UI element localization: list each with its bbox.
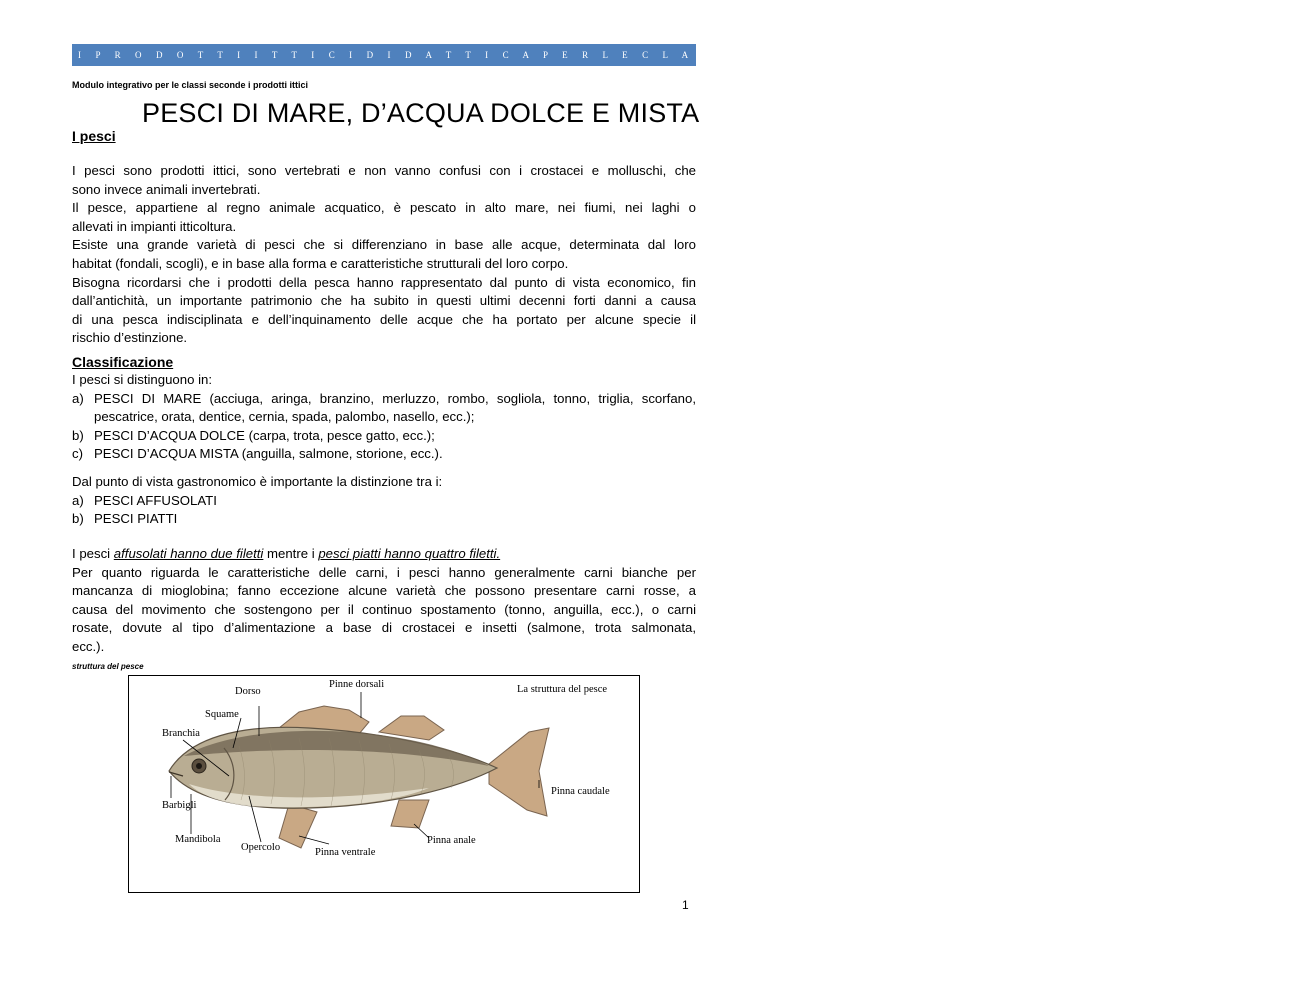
list-marker: a) bbox=[72, 492, 84, 508]
list-item bbox=[72, 427, 696, 446]
text-line: Bisogna ricordarsi che i prodotti della pesca hanno rappresentato dal punto di vista economico, fin bbox=[72, 274, 696, 290]
page-title: PESCI DI MARE, D’ACQUA DOLCE E MISTA bbox=[142, 98, 700, 128]
list-text: PESCI PIATTI bbox=[94, 511, 178, 527]
header-banner: I P R O D O T T I I T T I C I D I D A T T I C A P E R L E C L A S S I S E C O N D E P R O F . G I U S E P P E A Z Z A R O N E bbox=[72, 44, 696, 66]
paragraph-pesci bbox=[72, 162, 696, 348]
list-item bbox=[72, 390, 696, 427]
text-line: habitat (fondali, scogli), e in base alla forma e caratteristiche strutturali del loro corpo. bbox=[72, 255, 569, 271]
figure-caption: struttura del pesce bbox=[72, 662, 144, 671]
label-opercolo: Opercolo bbox=[241, 842, 281, 853]
text-line: dall’antichità, un importante patrimonio che ha subito in questi ultimi decenni forti danni a causa bbox=[72, 293, 696, 309]
ventral-fin bbox=[279, 804, 317, 848]
text-fragment: mentre i bbox=[263, 546, 319, 561]
figure-title: La struttura del pesce bbox=[517, 684, 608, 695]
text-line: mancanza di mioglobina; fanno eccezione alcune varietà che possono presentare carni rosse, a bbox=[72, 583, 696, 599]
list-marker: c) bbox=[72, 446, 83, 462]
text-line: Il pesce, appartiene al regno animale acquatico, è pescato in alto mare, nei fiumi, nei laghi o bbox=[72, 200, 696, 216]
label-pinna-anale: Pinna anale bbox=[427, 835, 476, 846]
text-line: rischio d’estinzione. bbox=[72, 330, 188, 346]
fillets-line bbox=[72, 545, 696, 564]
page-number: 1 bbox=[682, 898, 689, 912]
list-item bbox=[72, 492, 696, 511]
text-line: ecc.). bbox=[72, 638, 105, 654]
list-text: PESCI D’ACQUA DOLCE (carpa, trota, pesce gatto, ecc.); bbox=[94, 427, 435, 443]
anal-fin bbox=[391, 800, 429, 828]
list-text: PESCI D’ACQUA MISTA (anguilla, salmone, storione, ecc.). bbox=[94, 446, 443, 462]
caudal-fin bbox=[489, 728, 549, 816]
text-line: Esiste una grande varietà di pesci che si differenziano in base alle acque, determinata dal loro bbox=[72, 237, 696, 253]
module-note: Modulo integrativo per le classi seconde i prodotti ittici bbox=[72, 80, 309, 90]
text-line: Per quanto riguarda le caratteristiche delle carni, i pesci hanno generalmente carni bianche per bbox=[72, 564, 696, 580]
gastro-list bbox=[72, 473, 696, 529]
label-barbigli: Barbigli bbox=[162, 800, 197, 811]
list-item bbox=[72, 445, 696, 464]
text-line: di una pesca indisciplinata e dell’inquinamento delle acque che ha portato per alcune specie il bbox=[72, 311, 696, 327]
fish-structure-figure bbox=[128, 675, 640, 893]
list-text: PESCI DI MARE (acciuga, aringa, branzino, merluzzo, rombo, sogliola, tonno, triglia, scorfano, pescatrice, orata, dentice, cernia, spada, palombo, nasello, ecc.); bbox=[94, 390, 696, 425]
label-dorso: Dorso bbox=[235, 686, 261, 697]
text-line: causa del movimento che sostengono per il continuo spostamento (tonno, anguilla, ecc.), o carni bbox=[72, 601, 696, 617]
list-marker: b) bbox=[72, 511, 84, 527]
text-line: rosate, dovute al tipo d’alimentazione a base di crostacei e insetti (salmone, trota salmonata, bbox=[72, 620, 696, 636]
list-marker: b) bbox=[72, 427, 84, 443]
list-intro: Dal punto di vista gastronomico è importante la distinzione tra i: bbox=[72, 474, 443, 489]
list-intro: I pesci si distinguono in: bbox=[72, 372, 213, 387]
list-item bbox=[72, 510, 696, 529]
list-marker: a) bbox=[72, 390, 84, 406]
emphasis-piatti: pesci piatti hanno quattro filetti. bbox=[318, 546, 501, 561]
emphasis-affusolati: affusolati hanno due filetti bbox=[113, 546, 264, 561]
label-mandibola: Mandibola bbox=[175, 834, 221, 845]
text-line: allevati in impianti itticoltura. bbox=[72, 218, 237, 234]
label-squame: Squame bbox=[205, 709, 239, 720]
label-pinna-caudale: Pinna caudale bbox=[551, 786, 610, 797]
section-heading-classificazione: Classificazione bbox=[72, 354, 174, 370]
text-line: I pesci sono prodotti ittici, sono vertebrati e non vanno confusi con i crostacei e molluschi, che bbox=[72, 163, 696, 178]
classification-list bbox=[72, 371, 696, 464]
label-branchia: Branchia bbox=[162, 728, 200, 739]
list-text: PESCI AFFUSOLATI bbox=[94, 492, 217, 508]
label-pinna-ventrale: Pinna ventrale bbox=[315, 847, 376, 858]
text-fragment: I pesci bbox=[72, 546, 114, 561]
section-heading-pesci: I pesci bbox=[72, 128, 116, 144]
text-line: sono invece animali invertebrati. bbox=[72, 181, 261, 197]
paragraph-carni bbox=[72, 545, 696, 657]
label-pinne-dorsali: Pinne dorsali bbox=[329, 679, 385, 690]
